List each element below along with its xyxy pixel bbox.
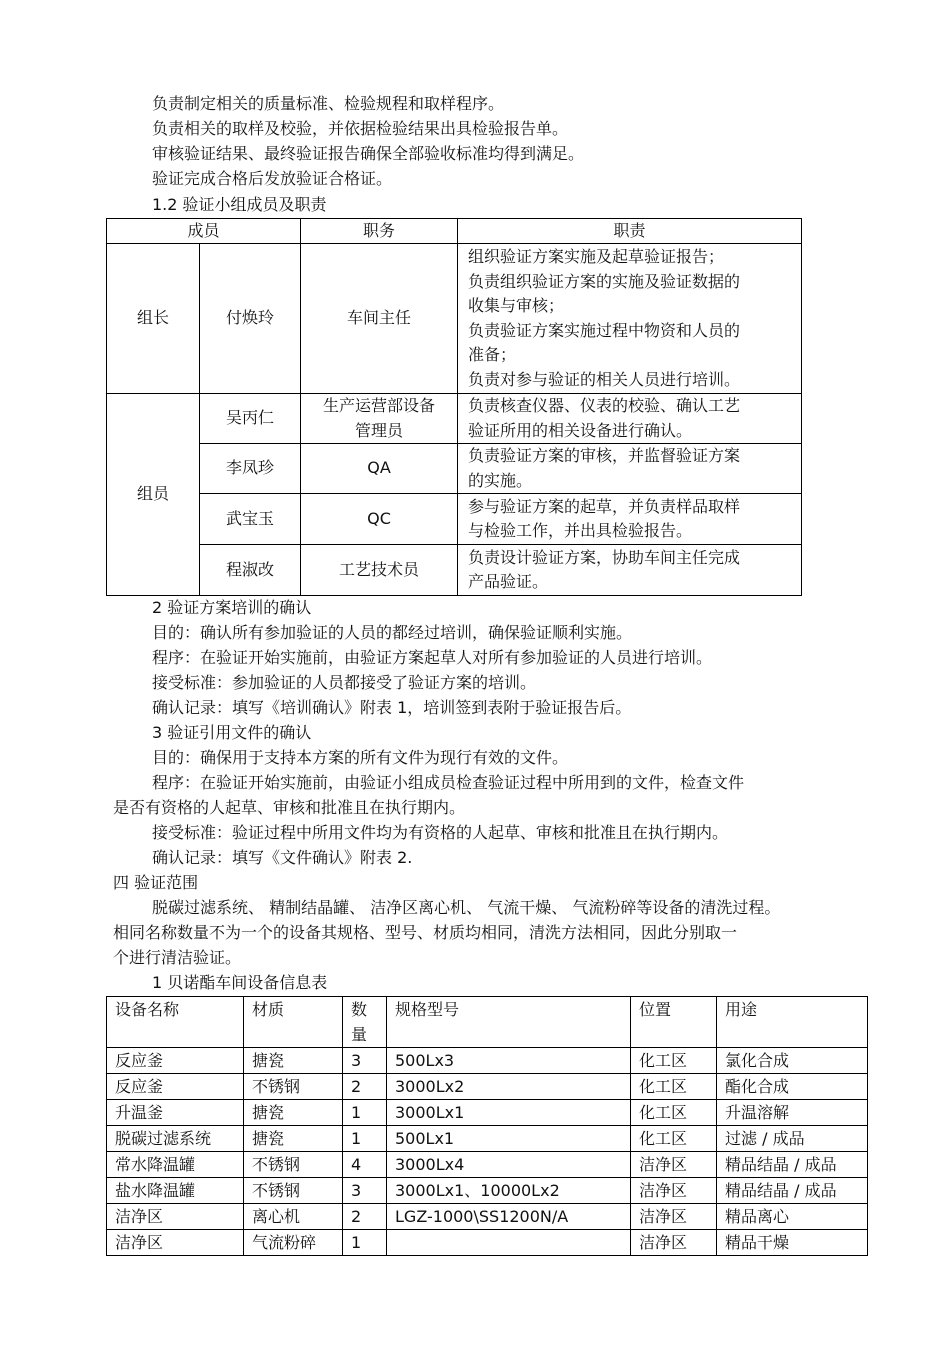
paragraph-line: 程序：在验证开始实施前，由验证小组成员检查验证过程中所用到的文件，检查文件 [152,773,745,792]
purpose-cell: 精品结晶 / 成品 [717,1178,868,1204]
location-cell: 洁净区 [631,1230,717,1256]
table-row [107,1100,868,1126]
position-cell: 工艺技术员 [301,545,458,596]
material-cell: 搪瓷 [244,1126,343,1152]
quantity-cell: 1 [343,1126,387,1152]
intro-line: 负责相关的取样及校验，并依据检验结果出具检验报告单。 [152,119,569,138]
duty-line: 的实施。 [468,470,533,490]
equipment-name-cell: 反应釜 [107,1074,244,1100]
name-cell: 吴丙仁 [200,394,301,444]
intro-line: 验证完成合格后发放验证合格证。 [152,169,393,188]
purpose-cell: 氯化合成 [717,1048,868,1074]
duty-line: 参与验证方案的起草，并负责样品取样 [468,496,741,516]
duty-line: 负责设计验证方案，协助车间主任完成 [468,547,741,567]
section-heading: 四 验证范围 [113,873,199,892]
table-row [107,1074,868,1100]
spec-cell: 3000Lx1、10000Lx2 [387,1178,631,1204]
spec-cell: 3000Lx2 [387,1074,631,1100]
duties-cell [458,394,802,444]
location-cell: 化工区 [631,1126,717,1152]
position-cell: QC [301,494,458,545]
table-row [107,1048,868,1074]
quantity-cell: 3 [343,1048,387,1074]
table-row [107,1204,868,1230]
duties-cell [458,494,802,545]
location-cell: 洁净区 [631,1178,717,1204]
equipment-name-cell: 常水降温罐 [107,1152,244,1178]
quantity-cell: 2 [343,1074,387,1100]
quantity-cell: 1 [343,1230,387,1256]
section-heading: 3 验证引用文件的确认 [152,723,312,742]
header-line: 量 [351,1025,368,1044]
spec-cell [387,1230,631,1256]
quantity-cell: 3 [343,1178,387,1204]
location-cell: 化工区 [631,1100,717,1126]
table-title: 1 贝诺酯车间设备信息表 [152,973,328,992]
spec-cell: 500Lx3 [387,1048,631,1074]
table-row [107,1126,868,1152]
paragraph-line: 确认记录：填写《文件确认》附表 2. [152,848,413,867]
table-header-row [107,997,868,1048]
material-cell: 离心机 [244,1204,343,1230]
paragraph-line: 接受标准：验证过程中所用文件均为有资格的人起草、审核和批准且在执行期内。 [152,823,729,842]
paragraph-line: 相同名称数量不为一个的设备其规格、型号、材质均相同，清洗方法相同，因此分别取一 [113,923,738,942]
table-row [107,1152,868,1178]
equipment-table [106,996,868,1256]
table-row [107,444,802,494]
purpose-cell: 精品结晶 / 成品 [717,1152,868,1178]
paragraph-line: 程序：在验证开始实施前，由验证方案起草人对所有参加验证的人员进行培训。 [152,648,713,667]
paragraph-line: 个进行清洁验证。 [113,948,242,967]
purpose-cell: 酯化合成 [717,1074,868,1100]
paragraph-line: 接受标准：参加验证的人员都接受了验证方案的培训。 [152,673,537,692]
intro-line: 审核验证结果、最终验证报告确保全部验收标准均得到满足。 [152,144,585,163]
duty-line: 准备； [468,345,517,364]
quantity-cell: 1 [343,1100,387,1126]
table-row [107,394,802,444]
members-table [106,218,802,596]
material-cell: 不锈钢 [244,1074,343,1100]
table-row [107,494,802,545]
name-cell: 李凤珍 [200,444,301,494]
duty-line: 负责对参与验证的相关人员进行培训。 [468,369,741,389]
spec-cell: 3000Lx4 [387,1152,631,1178]
header-cell: 职务 [301,219,458,244]
intro-line: 负责制定相关的质量标准、检验规程和取样程序。 [152,94,505,113]
name-cell: 程淑改 [200,545,301,596]
purpose-cell: 过滤 / 成品 [717,1126,868,1152]
purpose-cell: 精品离心 [717,1204,868,1230]
section-heading: 2 验证方案培训的确认 [152,598,312,617]
duties-cell [458,444,802,494]
table-row [107,244,802,394]
spec-cell: LGZ-1000\SS1200N/A [387,1204,631,1230]
equipment-name-cell: 反应釜 [107,1048,244,1074]
header-line: 数 [351,1000,368,1019]
header-cell: 职责 [458,219,802,244]
material-cell: 搪瓷 [244,1048,343,1074]
role-cell: 组员 [107,394,200,596]
paragraph-line: 确认记录：填写《培训确认》附表 1，培训签到表附于验证报告后。 [152,698,632,717]
duty-line: 负责验证方案的审核，并监督验证方案 [468,446,741,465]
equipment-name-cell: 洁净区 [107,1204,244,1230]
location-cell: 洁净区 [631,1152,717,1178]
duty-line: 组织验证方案实施及起草验证报告； [468,247,725,266]
duty-line: 负责组织验证方案的实施及验证数据的 [468,271,741,291]
equipment-name-cell: 盐水降温罐 [107,1178,244,1204]
name-cell: 付焕玲 [200,244,301,394]
table-header-row [107,219,802,244]
table-row [107,545,802,596]
equipment-name-cell: 脱碳过滤系统 [107,1126,244,1152]
purpose-cell: 精品干燥 [717,1230,868,1256]
location-cell: 化工区 [631,1048,717,1074]
header-cell [343,997,387,1048]
quantity-cell: 4 [343,1152,387,1178]
paragraph-line: 是否有资格的人起草、审核和批准且在执行期内。 [113,798,466,817]
duty-line: 负责核查仪器、仪表的校验、确认工艺 [468,396,741,415]
name-cell: 武宝玉 [200,494,301,545]
duty-line: 验证所用的相关设备进行确认。 [468,420,693,440]
paragraph-line: 目的：确认所有参加验证的人员的都经过培训，确保验证顺利实施。 [152,623,633,642]
duty-line: 收集与审核； [468,296,565,315]
header-cell: 用途 [717,997,868,1048]
header-cell: 位置 [631,997,717,1048]
position-cell: 车间主任 [301,244,458,394]
position-cell [301,394,458,444]
location-cell: 洁净区 [631,1204,717,1230]
position-line: 管理员 [354,420,403,440]
section-heading: 1.2 验证小组成员及职责 [152,195,327,214]
quantity-cell: 2 [343,1204,387,1230]
equipment-name-cell: 洁净区 [107,1230,244,1256]
position-line: 生产运营部设备 [322,396,435,415]
location-cell: 化工区 [631,1074,717,1100]
spec-cell: 3000Lx1 [387,1100,631,1126]
header-cell: 材质 [244,997,343,1048]
spec-cell: 500Lx1 [387,1126,631,1152]
duties-cell [458,545,802,596]
position-cell: QA [301,444,458,494]
role-cell: 组长 [107,244,200,394]
duty-line: 产品验证。 [468,572,549,591]
header-cell: 设备名称 [107,997,244,1048]
duty-line: 与检验工作，并出具检验报告。 [468,521,693,540]
purpose-cell: 升温溶解 [717,1100,868,1126]
table-row [107,1230,868,1256]
material-cell: 不锈钢 [244,1152,343,1178]
paragraph-line: 目的：确保用于支持本方案的所有文件为现行有效的文件。 [152,748,569,767]
duties-cell [458,244,802,394]
paragraph-line: 脱碳过滤系统、 精制结晶罐、 洁净区离心机、 气流干燥、 气流粉碎等设备的清洗过程。 [152,898,781,917]
header-cell: 成员 [107,219,301,244]
material-cell: 气流粉碎 [244,1230,343,1256]
material-cell: 搪瓷 [244,1100,343,1126]
table-row [107,1178,868,1204]
material-cell: 不锈钢 [244,1178,343,1204]
equipment-name-cell: 升温釜 [107,1100,244,1126]
header-cell: 规格型号 [387,997,631,1048]
duty-line: 负责验证方案实施过程中物资和人员的 [468,320,741,340]
